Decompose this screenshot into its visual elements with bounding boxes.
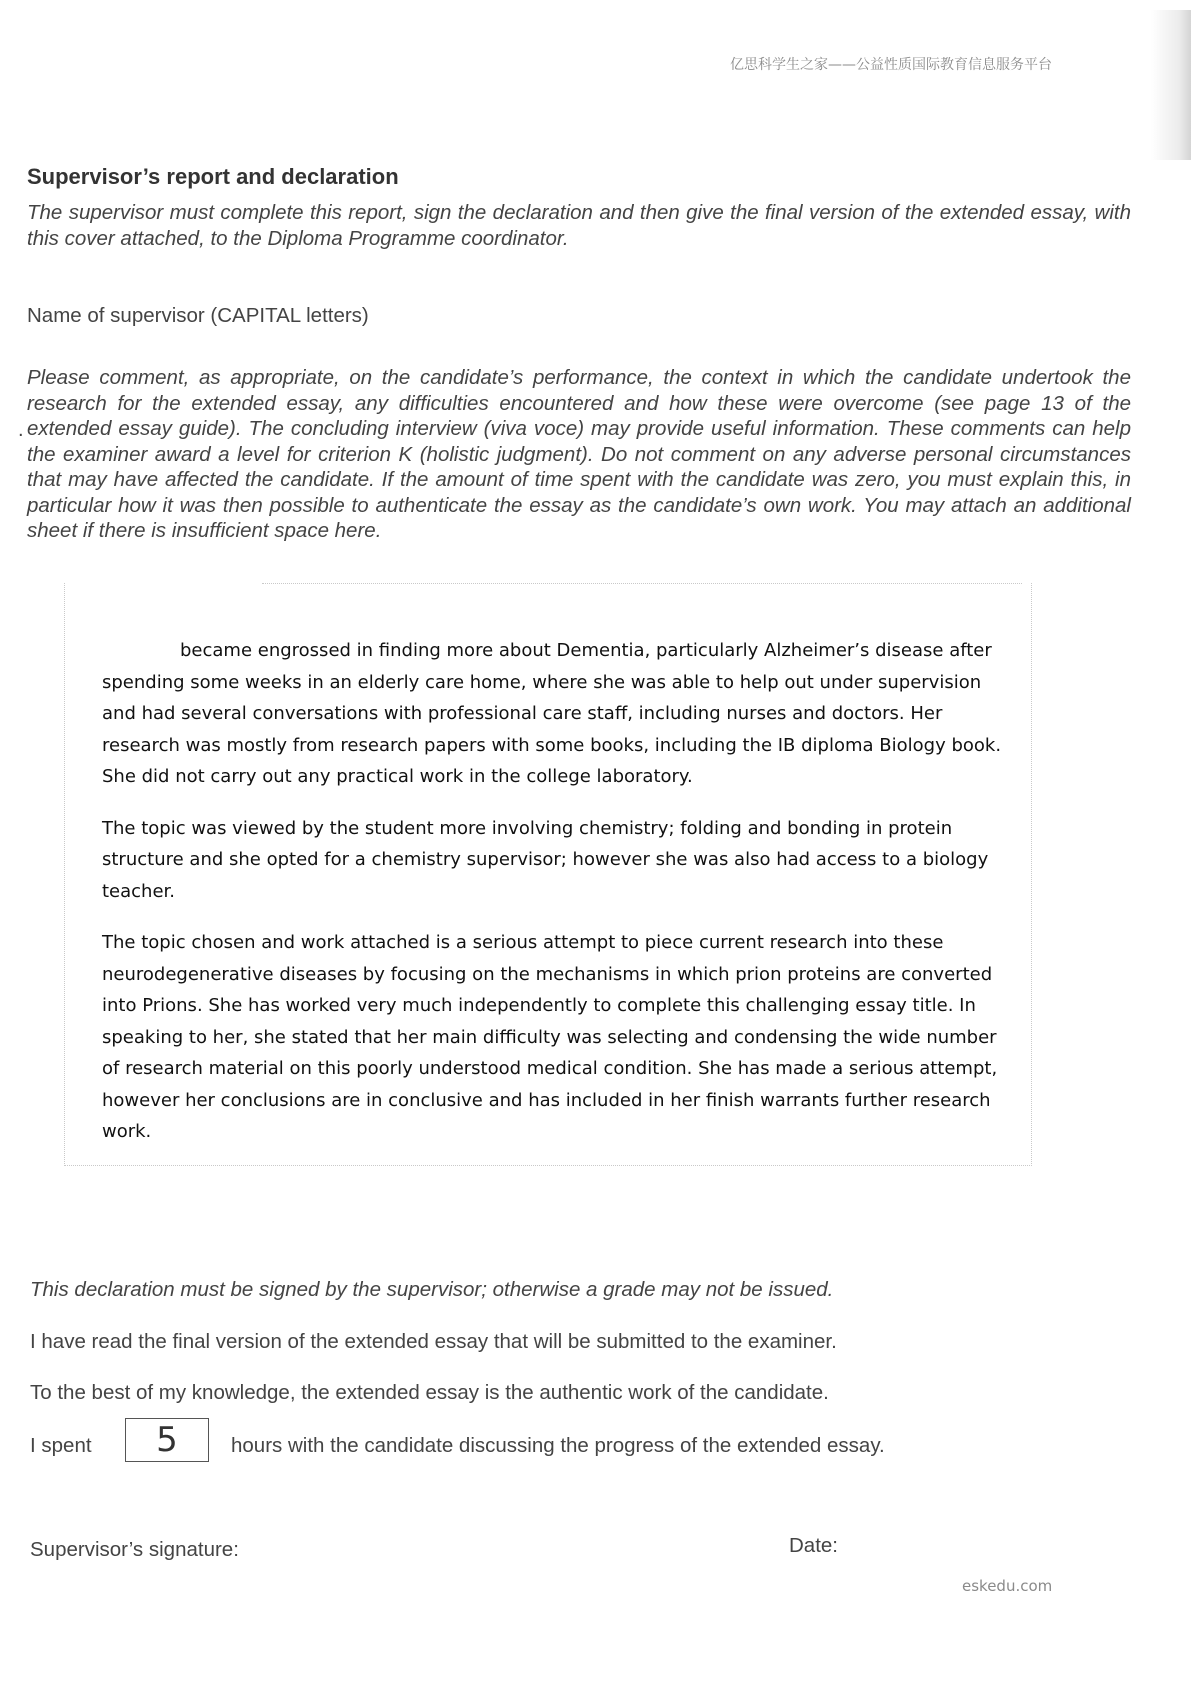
date-label: Date:: [789, 1534, 838, 1557]
declaration-line-authentic: To the best of my knowledge, the extended essay is the authentic work of the candidate.: [30, 1381, 829, 1404]
comment-paragraph: became engrossed in finding more about Dementia, particularly Alzheimer’s disease after spending some weeks in an elderly care home, where she was able to help out under supervision and had several conversations with professional care staff, including nurses and doctors. Her research was mostly from research papers with some books, including the IB diploma Biology book. She did not carry out any practical work in the college laboratory.: [102, 640, 1002, 787]
hours-spent-prefix: I spent: [30, 1434, 92, 1457]
signature-label: Supervisor’s signature:: [30, 1538, 239, 1561]
comment-paragraph: The topic was viewed by the student more involving chemistry; folding and bonding in protein structure and she opted for a chemistry supervisor; however she was also had access to a biology teacher.: [102, 817, 989, 902]
supervisor-name-label: Name of supervisor (CAPITAL letters): [27, 304, 369, 327]
declaration-note: This declaration must be signed by the supervisor; otherwise a grade may not be issued.: [30, 1278, 834, 1301]
comment-paragraph: The topic chosen and work attached is a serious attempt to piece current research into these neurodegenerative diseases by focusing on the mechanisms in which prion proteins are converted into Prions. She has worked very much independently to complete this challenging essay title. In speaking to her, she stated that her main difficulty was selecting and condensing the wide number of research material on this poorly understood medical condition. She has made a serious attempt, however her conclusions are in conclusive and has included in her finish warrants further research work.: [102, 932, 998, 1142]
scan-edge-shadow: [1151, 10, 1191, 160]
margin-mark: .: [18, 419, 24, 441]
form-intro: The supervisor must complete this report, sign the declaration and then give the final version of the extended essay, with this cover attached, to the Diploma Programme coordinator.: [27, 201, 1131, 250]
hours-spent-field[interactable]: 5: [125, 1418, 209, 1462]
supervisor-comments: [102, 635, 1014, 1168]
footer-site: eskedu.com: [962, 1577, 1053, 1595]
hours-spent-suffix: hours with the candidate discussing the progress of the extended essay.: [231, 1434, 885, 1457]
declaration-line-read: I have read the final version of the extended essay that will be submitted to the examiner.: [30, 1330, 837, 1353]
header-watermark-text: 亿思科学生之家——公益性质国际教育信息服务平台: [730, 57, 1052, 73]
comment-instructions: Please comment, as appropriate, on the candidate’s performance, the context in which the candidate undertook the research for the extended essay, any difficulties encountered and how these were overcome (see page 13 of the extended essay guide). The concluding interview (viva voce) may provide useful information. These comments can help the examiner award a level for criterion K (holistic judgment). Do not comment on any adverse personal circumstances that may have affected the candidate. If the amount of time spent with the candidate was zero, you must explain this, in particular how it was then possible to authenticate the essay as the candidate’s own work. You may attach an additional sheet if there is insufficient space here.: [27, 366, 1131, 542]
form-title: Supervisor’s report and declaration: [27, 164, 399, 189]
